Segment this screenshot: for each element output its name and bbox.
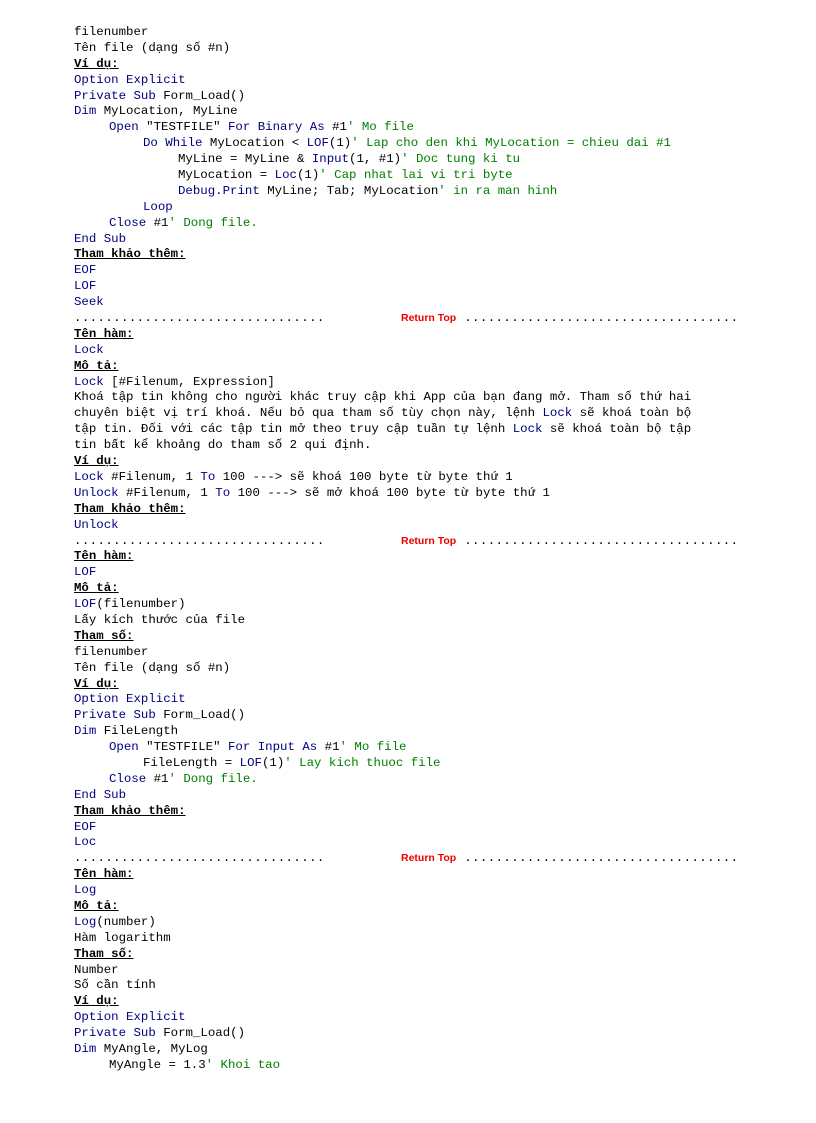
- description-heading: Mô tả:: [74, 581, 119, 596]
- document-page: [74, 25, 794, 1074]
- code-line: Open "TESTFILE" For Binary As #1' Mo file: [109, 120, 414, 135]
- separator-dots: ................................: [74, 311, 325, 326]
- syntax-line: Lock [#Filenum, Expression]: [74, 374, 275, 389]
- code-line: Do While MyLocation < LOF(1)' Lap cho den khi MyLocation = chieu dai #1: [143, 136, 671, 151]
- example-heading: Ví dụ:: [74, 676, 119, 691]
- separator-dots: ................................: [74, 533, 325, 548]
- code-line: Private Sub Form_Load(): [74, 708, 246, 723]
- see-also-link[interactable]: LOF: [74, 279, 97, 294]
- description-text: tin bất kể khoảng do tham số 2 qui định.: [74, 438, 372, 453]
- code-line: Debug.Print MyLine; Tab; MyLocation' in ra man hinh: [178, 183, 558, 198]
- see-also-link[interactable]: EOF: [74, 263, 97, 278]
- code-line: Private Sub Form_Load(): [74, 1026, 246, 1041]
- code-line: Unlock #Filenum, 1 To 100 ---> sẽ mở khoá 100 byte từ byte thứ 1: [74, 485, 550, 500]
- description-text: Khoá tập tin không cho người khác truy cập khi App của bạn đang mở. Tham số thứ hai: [74, 390, 692, 405]
- code-line: Close #1' Dong file.: [109, 215, 258, 230]
- example-heading: Ví dụ:: [74, 454, 119, 469]
- see-also-heading: Tham khảo thêm:: [74, 247, 186, 262]
- function-name: Lock: [74, 342, 104, 357]
- see-also-heading: Tham khảo thêm:: [74, 501, 186, 516]
- code-line: MyLine = MyLine & Input(1, #1)' Doc tung ki tu: [178, 152, 521, 167]
- param-heading: Tham số:: [74, 628, 134, 643]
- param-desc: Tên file (dạng số #n): [74, 40, 231, 55]
- code-line: Open "TESTFILE" For Input As #1' Mo file: [109, 740, 407, 755]
- description-text: Hàm logarithm: [74, 930, 171, 945]
- description-text: tập tin. Đối với các tập tin mở theo truy cập tuần tự lệnh Lock sẽ khoá toàn bộ tập: [74, 422, 692, 437]
- code-line: Close #1' Dong file.: [109, 771, 258, 786]
- return-top-link[interactable]: Return Top: [401, 534, 457, 547]
- see-also-link[interactable]: Seek: [74, 295, 104, 310]
- section-separator: [74, 534, 794, 550]
- code-line: Dim MyLocation, MyLine: [74, 104, 238, 119]
- separator-dots: ...................................: [464, 311, 739, 326]
- code-line: Option Explicit: [74, 1010, 186, 1025]
- param-heading: Tham số:: [74, 946, 134, 961]
- description-heading: Mô tả:: [74, 358, 119, 373]
- code-line: FileLength = LOF(1)' Lay kich thuoc file: [143, 755, 441, 770]
- code-line: End Sub: [74, 787, 127, 802]
- separator-dots: ...................................: [464, 851, 739, 866]
- syntax-line: LOF(filenumber): [74, 597, 186, 612]
- param-name: filenumber: [74, 644, 149, 659]
- description-heading: Mô tả:: [74, 898, 119, 913]
- separator-dots: ................................: [74, 851, 325, 866]
- function-name: LOF: [74, 565, 97, 580]
- example-heading: Ví dụ:: [74, 56, 119, 71]
- function-name-heading: Tên hàm:: [74, 326, 134, 341]
- code-line: Option Explicit: [74, 72, 186, 87]
- param-name: filenumber: [74, 25, 149, 39]
- code-line: Lock #Filenum, 1 To 100 ---> sẽ khoá 100 byte từ byte thứ 1: [74, 469, 513, 484]
- code-line: Option Explicit: [74, 692, 186, 707]
- function-name-heading: Tên hàm:: [74, 549, 134, 564]
- section-separator: [74, 311, 794, 327]
- code-line: Loop: [143, 199, 173, 214]
- return-top-link[interactable]: Return Top: [401, 312, 457, 325]
- code-line: MyLocation = Loc(1)' Cap nhat lai vi tri byte: [178, 168, 513, 183]
- code-line: Private Sub Form_Load(): [74, 88, 246, 103]
- return-top-link[interactable]: Return Top: [401, 852, 457, 865]
- param-desc: Số cần tính: [74, 978, 156, 993]
- see-also-link[interactable]: EOF: [74, 819, 97, 834]
- syntax-line: Log(number): [74, 914, 156, 929]
- code-line: Dim FileLength: [74, 724, 179, 739]
- see-also-heading: Tham khảo thêm:: [74, 803, 186, 818]
- see-also-link[interactable]: Unlock: [74, 517, 119, 532]
- see-also-link[interactable]: Loc: [74, 835, 97, 850]
- code-line: End Sub: [74, 231, 127, 246]
- example-heading: Ví dụ:: [74, 994, 119, 1009]
- description-text: chuyên biệt vị trí khoá. Nếu bỏ qua tham số tùy chọn này, lệnh Lock sẽ khoá toàn bộ: [74, 406, 692, 421]
- separator-dots: ...................................: [464, 533, 739, 548]
- section-separator: [74, 851, 794, 867]
- code-line: MyAngle = 1.3' Khoi tao: [109, 1057, 281, 1072]
- param-name: Number: [74, 962, 119, 977]
- code-line: Dim MyAngle, MyLog: [74, 1042, 208, 1056]
- function-name: Log: [74, 883, 97, 898]
- param-desc: Tên file (dạng số #n): [74, 660, 231, 675]
- description-text: Lấy kích thước của file: [74, 612, 246, 627]
- function-name-heading: Tên hàm:: [74, 867, 134, 882]
